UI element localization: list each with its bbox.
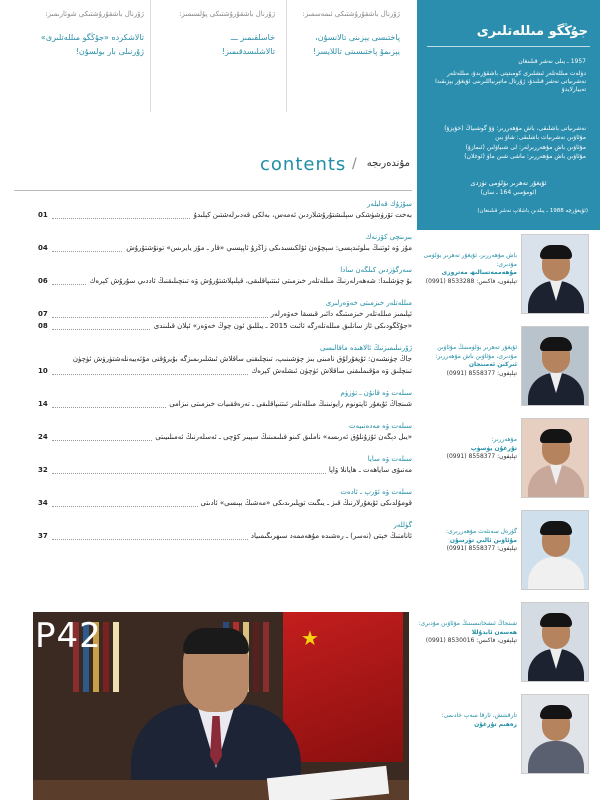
table-of-contents bbox=[14, 200, 412, 554]
notice-1 bbox=[280, 10, 400, 110]
toc-section-title: سىلەت ۋە مەدەنىيەت bbox=[349, 422, 412, 430]
toc-section bbox=[14, 521, 412, 544]
toc-entry-title: جاڭ چۈنشىەن: ئۇيغۇرلۇق نامىنى بىز چۈشىنىپ، تىنچلىقنى ساقلاش ئىشلىرىمىزگە بۇيرۇقنى مۇئەييەنلەشتۈرۈش ئۈچۈن bbox=[70, 355, 412, 363]
staff-card-text bbox=[417, 344, 517, 379]
staff-role: گۈزەل سەنئەت مۇھەررىرى: bbox=[446, 528, 517, 535]
toc-section bbox=[14, 422, 412, 445]
notice-body-line: تالاشلىسدقىمىز! bbox=[221, 46, 275, 56]
notice-2 bbox=[155, 10, 275, 110]
toc-section bbox=[14, 299, 412, 334]
notice-body-line: پاختىسى يېزىنى تالانسۇن، bbox=[315, 33, 400, 43]
feature-photo bbox=[33, 612, 409, 800]
flag bbox=[283, 612, 403, 762]
toc-page-number: 24 bbox=[38, 433, 48, 441]
staff-photo bbox=[521, 234, 589, 314]
divider bbox=[427, 46, 590, 47]
toc-section-title: مىللەتلەر خىزمىتى خەۋەرلىرى bbox=[325, 299, 412, 307]
issue-line: ئۇيغۇر تەھرىر بۆلۈمى تۈزدى bbox=[470, 179, 547, 187]
notice-body-line: خاسلقىمىز ـــ bbox=[230, 33, 275, 43]
staff-phone: تېلېفون: 8558377 (0991) bbox=[446, 370, 517, 378]
staff-phone: تېلېفون: 8558377 (0991) bbox=[446, 453, 517, 461]
book-spine bbox=[263, 622, 269, 692]
toc-page-number: 37 bbox=[38, 532, 48, 540]
toc-page-number: 04 bbox=[38, 244, 48, 252]
staff-list bbox=[426, 124, 586, 161]
book-spine bbox=[103, 622, 109, 692]
issue-number: (ئومۇمىي 164 ـ سان) bbox=[480, 189, 537, 197]
staff-photo bbox=[521, 602, 589, 682]
staff-card bbox=[417, 598, 600, 690]
issue-info bbox=[417, 178, 600, 198]
notice-body-line: تالاشكردە «جۇڭگو مىللەتلىرى» bbox=[40, 33, 144, 43]
toc-section-title: سىلەت ۋە سايا bbox=[367, 455, 412, 463]
staff-card bbox=[417, 690, 600, 782]
staff-card-text bbox=[417, 252, 517, 287]
staff-phone: تېلېفون: 8558377 (0991) bbox=[446, 545, 517, 553]
masthead-panel bbox=[417, 0, 600, 230]
toc-section bbox=[14, 233, 412, 256]
toc-entry-title: مەنىۋى ساياھەت ـ ھايانلا ۋاپا bbox=[326, 466, 412, 474]
toc-page-number: 34 bbox=[38, 499, 48, 507]
toc-section-title: ژۇرنىلىمىزنىڭ ئالاھىدە ماقالىسى bbox=[320, 344, 412, 352]
toc-section bbox=[14, 488, 412, 511]
staff-photo bbox=[521, 326, 589, 406]
toc-entry[interactable] bbox=[14, 310, 412, 322]
toc-entry-title: قومۇلدىكى ئۇيغۇرلارنىڭ قىز ـ يىگىت توپلىرىدىكى «مەشىڭ بېىسى» ئادىتى bbox=[198, 499, 412, 507]
staff-line: نەشرىياتى باشلىقى، باش مۇھەررىر: ۋۇ گوشىياڭ (خۇيزۇ) bbox=[444, 125, 586, 132]
toc-page-number: 06 bbox=[38, 277, 48, 285]
toc-section bbox=[14, 455, 412, 478]
toc-entry[interactable] bbox=[14, 499, 412, 511]
toc-entry[interactable] bbox=[14, 355, 412, 367]
toc-section bbox=[14, 266, 412, 289]
toc-section bbox=[14, 344, 412, 379]
staff-name: مۇھەممەتسالىھ مەتروزى bbox=[441, 269, 517, 277]
founded-note: 1957 ـ يىلى نەشر قىلىنغان bbox=[518, 58, 586, 65]
notice-header: ژۇرنال باشقۇرۇشتىكى ئىمەسمىز: bbox=[302, 10, 400, 18]
toc-entry-title: ئانامنىڭ خېتى (نەسر) ـ رەشىدە مۇھەممەد سىھرىگىمىياد bbox=[248, 532, 412, 540]
staff-card bbox=[417, 506, 600, 598]
toc-entry-title: مۇز ۋە ئوتنىڭ بىلوئىدېسى: سېچۇەن ئۆلكىسىدىكى زاڭزۇ ئاپېسىي «قار ـ مۇز يايرىس» تونۇشتۇرۇش bbox=[123, 244, 412, 252]
toc-section-title: گۈللەر bbox=[393, 521, 412, 529]
staff-name: رەھىم تۇرغۇن bbox=[474, 720, 517, 728]
toc-entry-title: «يىل دېگەن ئۇزۇنلۇق ئەرىسە» ناملىق كىنو فىلىمىنىڭ سېيىر كۆچى ـ ئەسلەرنىڭ ئەمىلىيىتى bbox=[152, 433, 412, 441]
staff-role: شىنجاڭ ئىشخانىسىنىڭ مۇئاۋىن مۇدىرى: bbox=[418, 620, 517, 627]
toc-entry-title: شىنجاڭ ئۇيغۇر ئاپتونوم رايونىنىڭ مىللەتلەر ئىتتىپاقلىقى ـ تەرەققىيات خىزمىتى نىزامى bbox=[166, 400, 412, 408]
toc-section-title: سۇژۇك قەلبلەر bbox=[366, 200, 412, 208]
toc-entry-title: بەخت تۆرۈشۈشكى سېلىشتۇرۇشلاردىن ئەمەس، بەلكى قەدىرلەشتىن كېلىدۇ bbox=[191, 211, 412, 219]
toc-entry[interactable] bbox=[14, 322, 412, 334]
contents-title-uyghur: مۇندەرىجە bbox=[366, 158, 410, 169]
staff-phone: تېلېفون، فاكىس: 8533288 (0991) bbox=[425, 278, 517, 286]
staff-card bbox=[417, 414, 600, 506]
toc-page-number: 32 bbox=[38, 466, 48, 474]
contents-slash: / bbox=[352, 156, 357, 172]
staff-cards bbox=[417, 230, 600, 800]
divider bbox=[150, 0, 151, 112]
book-spine bbox=[253, 622, 259, 692]
staff-card-text bbox=[417, 712, 517, 729]
toc-page-number: 01 bbox=[38, 211, 48, 219]
staff-role: تارقىتىش، ئارقا سەپ خادىمى: bbox=[441, 712, 517, 719]
toc-page-number: 08 bbox=[38, 322, 48, 330]
staff-photo bbox=[521, 418, 589, 498]
staff-photo bbox=[521, 694, 589, 774]
staff-card bbox=[417, 322, 600, 414]
toc-section-title: سىلەت ۋە قانۇن ـ تۈزۈم bbox=[340, 389, 412, 397]
star-icon: ★ bbox=[301, 626, 319, 650]
toc-page-number: 07 bbox=[38, 310, 48, 318]
contents-heading bbox=[260, 154, 410, 180]
toc-entry[interactable] bbox=[14, 466, 412, 478]
staff-name: ئىركىن ئەمىنجان bbox=[468, 361, 517, 369]
toc-page-number: 14 bbox=[38, 400, 48, 408]
book-spine bbox=[113, 622, 119, 692]
toc-entry[interactable] bbox=[14, 433, 412, 445]
notice-body-line: يېزىمۇ پاختىسىنى تاللايسز! bbox=[312, 46, 400, 56]
toc-entry[interactable] bbox=[14, 367, 412, 379]
contents-title: contents bbox=[260, 154, 347, 175]
publisher-info: دۆلەت مىللەتلەر ئىشلىرى كومىتېتى باشقۇرىدۇ، مىللەتلەر نەشرىياتى نەشر قىلىدۇ، ژۇرنال ماتېرىياللىرىنى ئۇيغۇر يېزىقىدا تەييارلايدۇ bbox=[435, 70, 586, 94]
notice-header: ژۇرنال باشقۇرۇشتىكى پۇلسىمىز: bbox=[179, 10, 275, 18]
staff-line: مۇئاۋىن نەشرىيات باشلىقى: شاۋ يىن bbox=[495, 134, 586, 142]
toc-page-number: 10 bbox=[38, 367, 48, 375]
toc-section bbox=[14, 200, 412, 223]
person-hair bbox=[183, 628, 249, 654]
top-notices bbox=[0, 0, 416, 120]
toc-entry[interactable] bbox=[14, 244, 412, 256]
toc-entry[interactable] bbox=[14, 532, 412, 544]
toc-entry[interactable] bbox=[14, 277, 412, 289]
toc-section-title: بىرىنچى كۆزنەك bbox=[365, 233, 412, 241]
staff-line: مۇئاۋىن باش مۇھەررىر: ماشى شىن ماۋ (ئوغلان) bbox=[464, 152, 586, 160]
staff-name: تۇرغۇن يۈسۈپ bbox=[470, 444, 517, 452]
toc-entry-title: ئېلىمىز مىللەتلەر خىزمىتىگە دائىر قىسقا خەۋەرلەر bbox=[268, 310, 412, 318]
staff-name: مۇئاۋىن ئالىي تۈرسۇن bbox=[449, 536, 517, 544]
staff-card bbox=[417, 230, 600, 322]
divider bbox=[286, 0, 287, 112]
staff-card-text bbox=[417, 620, 517, 646]
toc-entry-title: تىنچلىق ۋە مۇقىملىقنى ساقلاش ئۈچۈن ئىشلەش كېرەك bbox=[248, 367, 412, 375]
magazine-title: جۇڭگو مىللەتلىرى bbox=[476, 24, 588, 39]
staff-line: مۇئاۋىن باش مۇھەررىرلەر: لى شىياۋلىن (ئىمازۇ) bbox=[465, 143, 586, 151]
notice-3 bbox=[24, 10, 144, 110]
staff-role: مۇھەررىر: bbox=[491, 436, 517, 443]
staff-name: ھەسەن ئابدۇللا bbox=[471, 628, 517, 636]
divider bbox=[14, 190, 412, 191]
toc-section-title: سىلەت ۋە ئۆرپ ـ ئادەت bbox=[340, 488, 412, 496]
toc-entry-title: «جۇڭگودىكى ئاز سانلىق مىللەتلەرگە ئائىت 2015 ـ يىللىق ئون چوڭ خەۋەر» ئېلان قىلىندى bbox=[151, 322, 412, 330]
staff-card-text bbox=[417, 528, 517, 554]
photo-page-label: P42 bbox=[35, 616, 102, 656]
staff-role: ئۇيغۇر تەھرىر بۆلۈمىنىڭ مۇئاۋىن مۇدىرى، مۇئاۋىن باش مۇھەررىر: bbox=[435, 344, 517, 360]
staff-photo bbox=[521, 510, 589, 590]
toc-section-title: سەرگۈزدىن كىلگەن سادا bbox=[340, 266, 412, 274]
notice-body-line: ژۇرنىلى بار بولسۇن! bbox=[75, 46, 144, 56]
staff-phone: تېلېفون، فاكىس: 8530016 (0991) bbox=[425, 637, 517, 645]
notice-header: ژۇرنال باشقۇرۇشتىكى شوئارىمىز: bbox=[45, 10, 144, 18]
toc-entry[interactable] bbox=[14, 211, 412, 223]
copyright-note: (ئۇيغۇرچە 1988 ـ يىلدىن باشلاپ نەشر قىلىنغان) bbox=[477, 208, 588, 214]
toc-section bbox=[14, 389, 412, 412]
toc-entry-title: بۇ چۈشلىدا: شەھەرلەرنىڭ مىللەتلەر خىزمىتى ئىتتىپاقلىقى، قېلىپلاشتۇرۇش ۋە تىنچىلىقنىڭ ئاددىي سۇرۇش كېرەك bbox=[87, 277, 412, 285]
staff-role: باش مۇھەررىر، ئۇيغۇر تەھرىر بۆلۈمى مۇدىرى: bbox=[423, 252, 517, 268]
staff-card-text bbox=[417, 436, 517, 462]
toc-entry[interactable] bbox=[14, 400, 412, 412]
